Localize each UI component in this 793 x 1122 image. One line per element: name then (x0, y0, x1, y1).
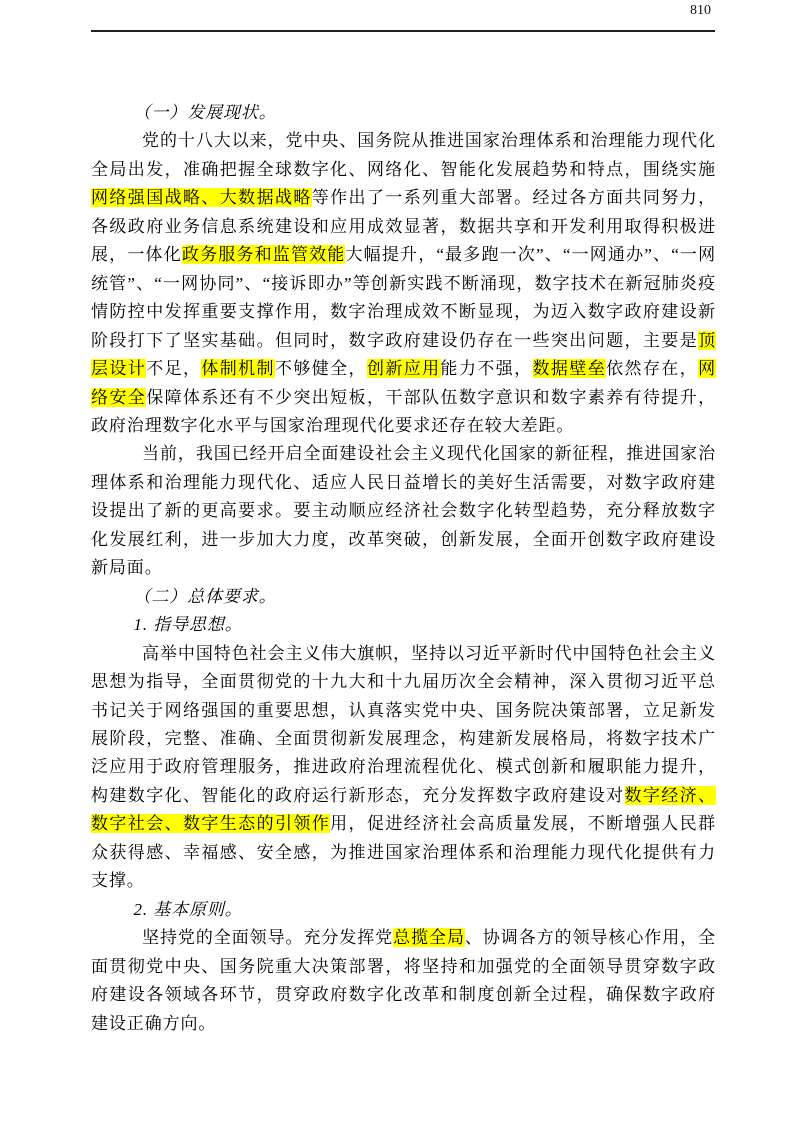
text-run: 大幅提升，“最多跑一次”、“一网通办”、“一网统管”、“一网协同”、“接诉即办”等创新实践不断涌现，数字技术在新冠肺炎疫情防控中发挥重要支撑作用，数字治理成效不断显现，为迈入数字政府建设新阶段打下了坚实基础。但同时，数字政府建设仍存在一些突出问题，主要是 (91, 245, 716, 350)
text-run: 不够健全， (274, 359, 367, 379)
text-run: 1. 指导思想。 (133, 615, 243, 635)
header-rule (91, 30, 715, 32)
paragraph (91, 924, 716, 1038)
text-run: 2. 基本原则。 (133, 899, 243, 919)
text-run: 坚持党的全面领导。充分发挥党 (142, 928, 394, 948)
document-body (91, 99, 716, 1038)
text-run: 不足， (146, 359, 202, 379)
text-run: 依然存在， (606, 359, 699, 379)
text-run: 等作出了一系列重大部署。经过各方面共同努力，各级政府业务信息系统建设和应用成效显著，数据共享和开发利用取得积极进展，一体化 (91, 188, 716, 265)
text-run: 党的十八大以来，党中央、国务院从推进国家治理体系和治理能力现代化全局出发，准确把握全球数字化、网络化、智能化发展趋势和特点，围绕实施 (91, 131, 716, 179)
text-run: 用，促进经济社会高质量发展，不断增强人民群众获得感、幸福感、安全感，为推进国家治理体系和治理能力现代化提供有力支撑。 (91, 814, 716, 891)
highlighted-text: 数据壁垒 (532, 359, 607, 379)
highlighted-text: 网络安全 (91, 359, 717, 407)
highlighted-text: 数字经济、数字社会、数字生态的引领作 (91, 785, 717, 834)
section-heading (91, 583, 716, 611)
text-run: （二）总体要求。 (133, 586, 277, 606)
section-heading (91, 611, 716, 639)
highlighted-text: 顶层设计 (91, 330, 716, 379)
text-run: 能力不强， (440, 359, 533, 379)
text-run: 保障体系还有不少突出短板，干部队伍数字意识和数字素养有待提升，政府治理数字化水平与国家治理现代化要求还存在较大差距。 (91, 387, 717, 435)
highlighted-text: 创新应用 (366, 359, 441, 379)
text-run: 、协调各方的领导核心作用，全面贯彻党中央、国务院重大决策部署，将坚持和加强党的全面领导贯穿数字政府建设各领域各环节，贯穿政府数字化改革和制度创新全过程，确保数字政府建设正确方向。 (91, 928, 716, 1033)
highlighted-text: 体制机制 (201, 359, 275, 379)
section-heading (91, 896, 716, 924)
paragraph (91, 640, 716, 896)
page-number: 810 (690, 3, 711, 18)
paragraph (91, 127, 716, 440)
highlighted-text: 总揽全局 (393, 928, 465, 948)
paragraph (91, 440, 716, 582)
section-heading (91, 99, 716, 127)
highlighted-text: 政务服务和监管效能 (181, 245, 346, 265)
text-run: 高举中国特色社会主义伟大旗帜，坚持以习近平新时代中国特色社会主义思想为指导，全面贯彻党的十九大和十九届历次全会精神，深入贯彻习近平总书记关于网络强国的重要思想，认真落实党中央、国务院决策部署，立足新发展阶段，完整、准确、全面贯彻新发展理念，构建新发展格局，将数字技术广泛应用于政府管理服务，推进政府治理流程优化、模式创新和履职能力提升，构建数字化、智能化的政府运行新形态，充分发挥数字政府建设对 (91, 643, 716, 805)
text-run: 当前，我国已经开启全面建设社会主义现代化国家的新征程，推进国家治理体系和治理能力现代化、适应人民日益增长的美好生活需要，对数字政府建设提出了新的更高要求。要主动顺应经济社会数字化转型趋势，充分释放数字化发展红利，进一步加大力度，改革突破，创新发展，全面开创数字政府建设新局面。 (91, 444, 716, 578)
text-run: （一）发展现状。 (133, 103, 277, 122)
highlighted-text: 网络强国战略、大数据战略 (91, 188, 312, 208)
